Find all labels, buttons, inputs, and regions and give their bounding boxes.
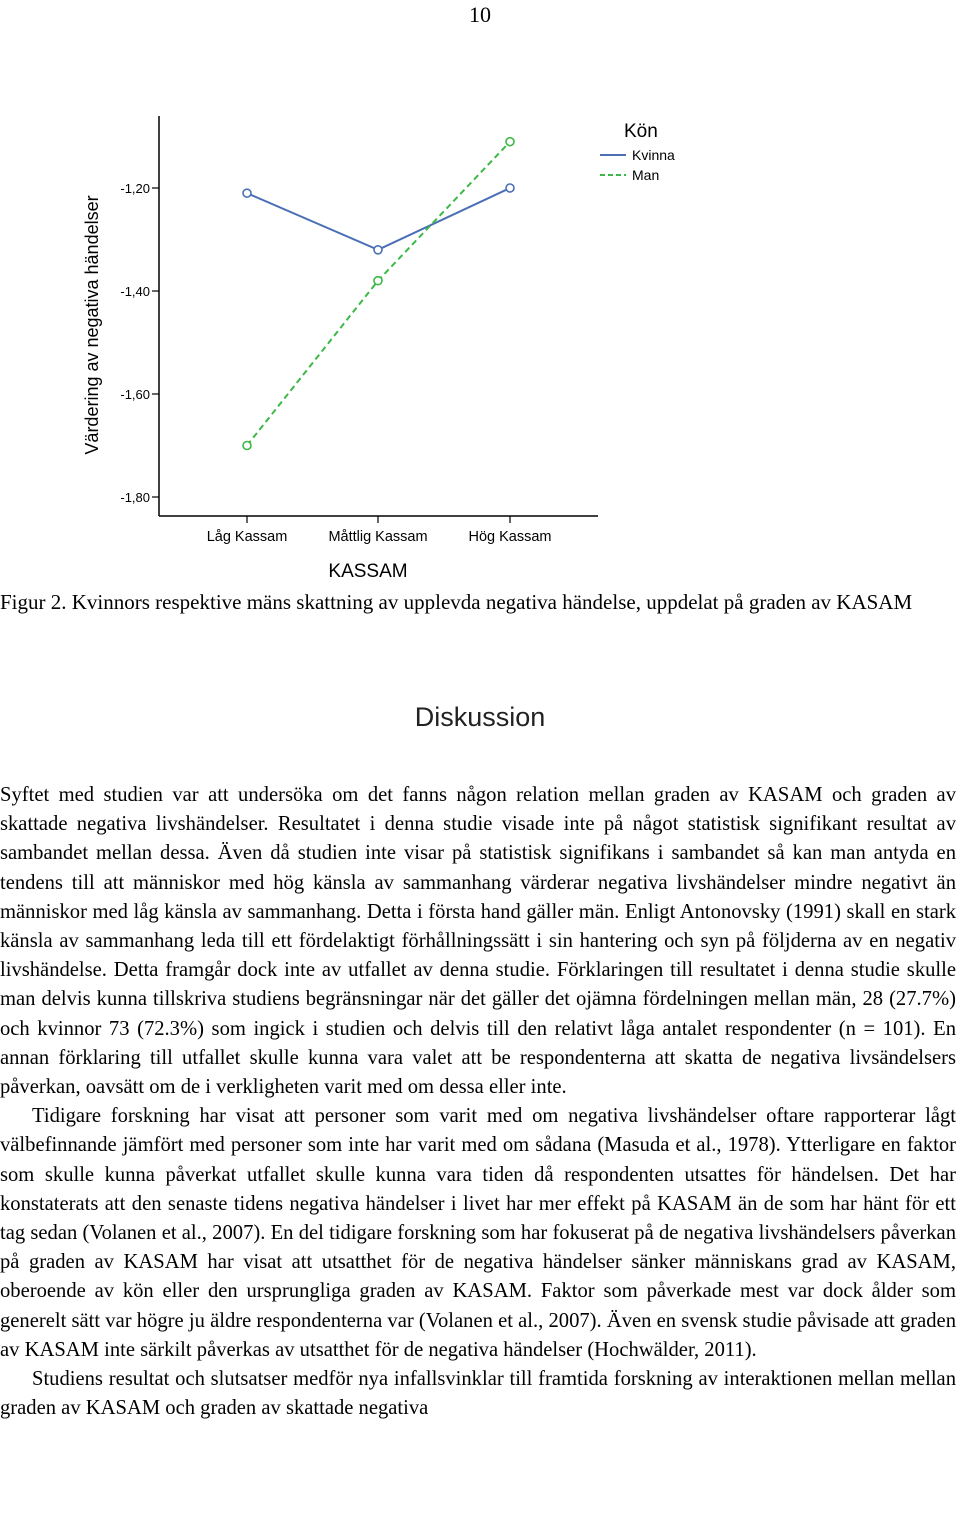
y-tick-label: -1,80	[120, 490, 150, 505]
series-line-kvinna	[247, 188, 510, 250]
legend	[600, 147, 675, 183]
body-text	[0, 781, 956, 1423]
data-point-man	[374, 277, 382, 285]
data-point-man	[506, 138, 514, 146]
data-point-kvinna	[374, 246, 382, 254]
data-point-kvinna	[506, 184, 514, 192]
section-heading: Diskussion	[414, 702, 546, 732]
figure-caption: Figur 2. Kvinnors respektive mäns skattning av upplevda negativa händelse, uppdelat på graden av KASAM	[0, 590, 913, 614]
data-point-kvinna	[243, 189, 251, 197]
series-layer	[243, 138, 514, 450]
y-tick-label: -1,20	[120, 181, 150, 196]
paragraph: Syftet med studien var att undersöka om det fanns någon relation mellan graden av KASAM och graden av skattade negativa livshändelser. Resultatet i denna studie visade inte på något statistisk signifikant resultat av sambandet mellan dessa. Även då studien inte visar på statistisk signifikans i sambandet så kan man antyda en tendens till att människor med hög känsla av sammanhang värderar negativa livshändelser mindre negativt än människor med låg känsla av sammanhang. Detta i första hand gäller män. Enligt Antonovsky (1991) skall en stark känsla av sammanhang leda till ett fördelaktigt förhållningssätt i sin hantering och syn på följderna av en negativ livshändelse. Detta framgår dock inte av utfallet av denna studie. Förklaringen till resultatet i denna studie skulle man delvis kunna tillskriva studiens begränsningar när det gäller det ojämna fördelningen mellan män, 28 (27.7%) och kvinnor 73 (72.3%) som ingick i studien och delvis till den relativt låga antalet respondenter (n = 101). En annan förklaring till utfallet skulle kunna vara valet att be respondenterna att skatta de negativa livsändelsers påverkan, oavsätt om de i verkligheten varit med om dessa eller inte.	[0, 784, 956, 1099]
legend-label: Man	[632, 167, 660, 183]
y-ticks	[120, 181, 159, 505]
paragraph: Tidigare forskning har visat att personer som varit med om negativa livshändelser oftare rapporterar lågt välbefinnande jämfört med personer som inte har varit med om sådana (Masuda et al., 1978). Ytterligare en faktor som skulle kunna påverkat utfallet skulle kunna vara tiden då respondenten utsattes för händelsen. Det har konstaterats att den senaste tidens negativa händelser i livet har mer effekt på KASAM än de som har hänt för ett tag sedan (Volanen et al., 2007). En del tidigare forskning som har fokuserat på de negativa livshändelsers påverkan på graden av KASAM har visat att utsatthet för de negativa händelser sänker människans grad av KASAM, oberoende av kön eller den ursprungliga graden av KASAM. Faktor som påverkade mest var dock ålder som generelt sätt var högre ju äldre respondenterna var (Volanen et al., 2007). Även en svensk studie påvisade att graden av KASAM inte särkilt påverkas av utsatthet för de negativa händelser (Hochwälder, 2011).	[0, 1105, 956, 1361]
x-tick-label: Måttlig Kassam	[328, 529, 428, 545]
line-chart	[0, 100, 960, 590]
x-tick-label: Hög Kassam	[468, 529, 552, 545]
legend-label: Kvinna	[632, 147, 675, 163]
paragraph: Studiens resultat och slutsatser medför nya infallsvinklar till framtida forskning av interaktionen mellan mellan graden av KASAM och graden av skattade negativa	[0, 1368, 956, 1420]
legend-title: Kön	[624, 121, 658, 142]
y-tick-label: -1,40	[120, 284, 150, 299]
page-number: 10	[469, 2, 491, 27]
y-tick-label: -1,60	[120, 387, 150, 402]
series-line-man	[247, 142, 510, 446]
y-axis-label: Värdering av negativa händelser	[82, 195, 102, 455]
x-axis-label: KASSAM	[328, 561, 408, 582]
data-point-man	[243, 442, 251, 450]
x-tick-label: Låg Kassam	[206, 529, 288, 545]
x-ticks	[207, 516, 552, 545]
plot-area	[159, 116, 598, 516]
